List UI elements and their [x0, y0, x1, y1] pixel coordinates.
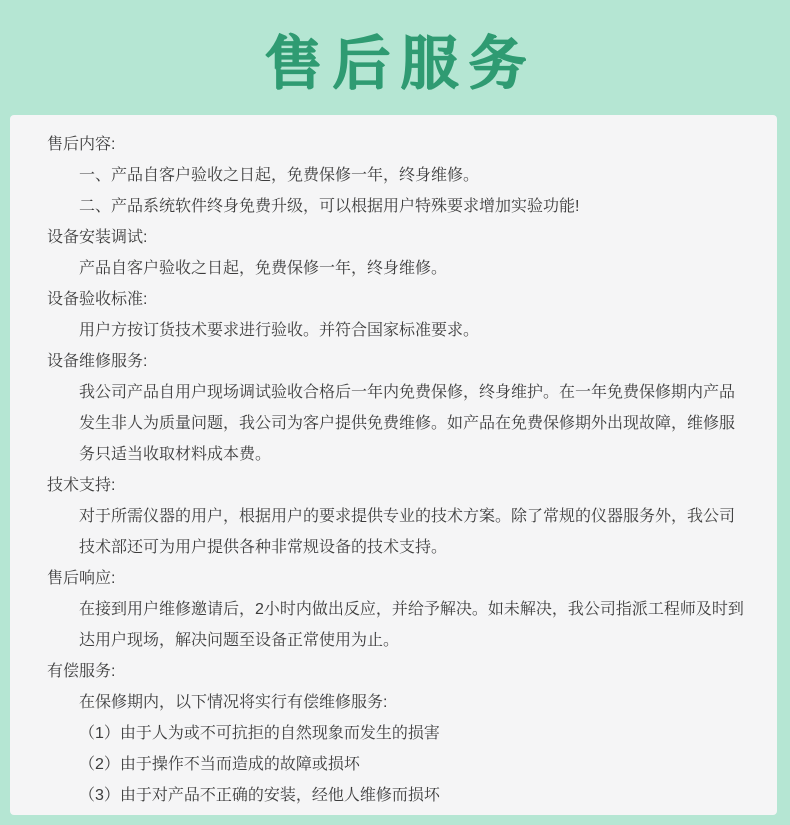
section-heading: 售后内容: [47, 136, 116, 153]
section-paragraph: （2）由于操作不当而造成的故障或损坏 [79, 756, 360, 773]
section-paragraph: 二、产品系统软件终身免费升级，可以根据用户特殊要求增加实验功能! [79, 198, 580, 215]
section-paragraph: 用户方按订货技术要求进行验收。并符合国家标准要求。 [79, 322, 480, 339]
section-heading: 技术支持: [47, 477, 116, 494]
section [47, 129, 747, 222]
section [47, 284, 747, 346]
section-paragraph: 产品自客户验收之日起，免费保修一年，终身维修。 [79, 260, 448, 277]
section [47, 222, 747, 284]
section-heading: 设备维修服务: [47, 353, 148, 370]
section-heading: 设备安装调试: [47, 229, 148, 246]
page-title: 售后服务 [263, 30, 536, 96]
page-header [0, 0, 790, 115]
section-heading: 售后响应: [47, 570, 116, 587]
section [47, 563, 747, 656]
section-paragraph: 对于所需仪器的用户，根据用户的要求提供专业的技术方案。除了常规的仪器服务外，我公司技术部还可为用户提供各种非常规设备的技术支持。 [79, 508, 736, 556]
section-paragraph: 在保修期内，以下情况将实行有偿维修服务: [79, 694, 388, 711]
section-paragraph: （3）由于对产品不正确的安装，经他人维修而损坏 [79, 787, 440, 804]
section [47, 656, 747, 811]
section-heading: 有偿服务: [47, 663, 116, 680]
section [47, 346, 747, 470]
section-paragraph: 我公司产品自用户现场调试验收合格后一年内免费保修，终身维护。在一年免费保修期内产品发生非人为质量问题，我公司为客户提供免费维修。如产品在免费保修期外出现故障，维修服务只适当收取材料成本费。 [79, 384, 736, 463]
section [47, 470, 747, 563]
section-paragraph: 一、产品自客户验收之日起，免费保修一年，终身维修。 [79, 167, 480, 184]
service-card [10, 115, 777, 815]
section-heading: 设备验收标准: [47, 291, 148, 308]
section-paragraph: 在接到用户维修邀请后，2小时内做出反应，并给予解决。如未解决，我公司指派工程师及时到达用户现场，解决问题至设备正常使用为止。 [79, 601, 744, 649]
section-paragraph: （1）由于人为或不可抗拒的自然现象而发生的损害 [79, 725, 440, 742]
